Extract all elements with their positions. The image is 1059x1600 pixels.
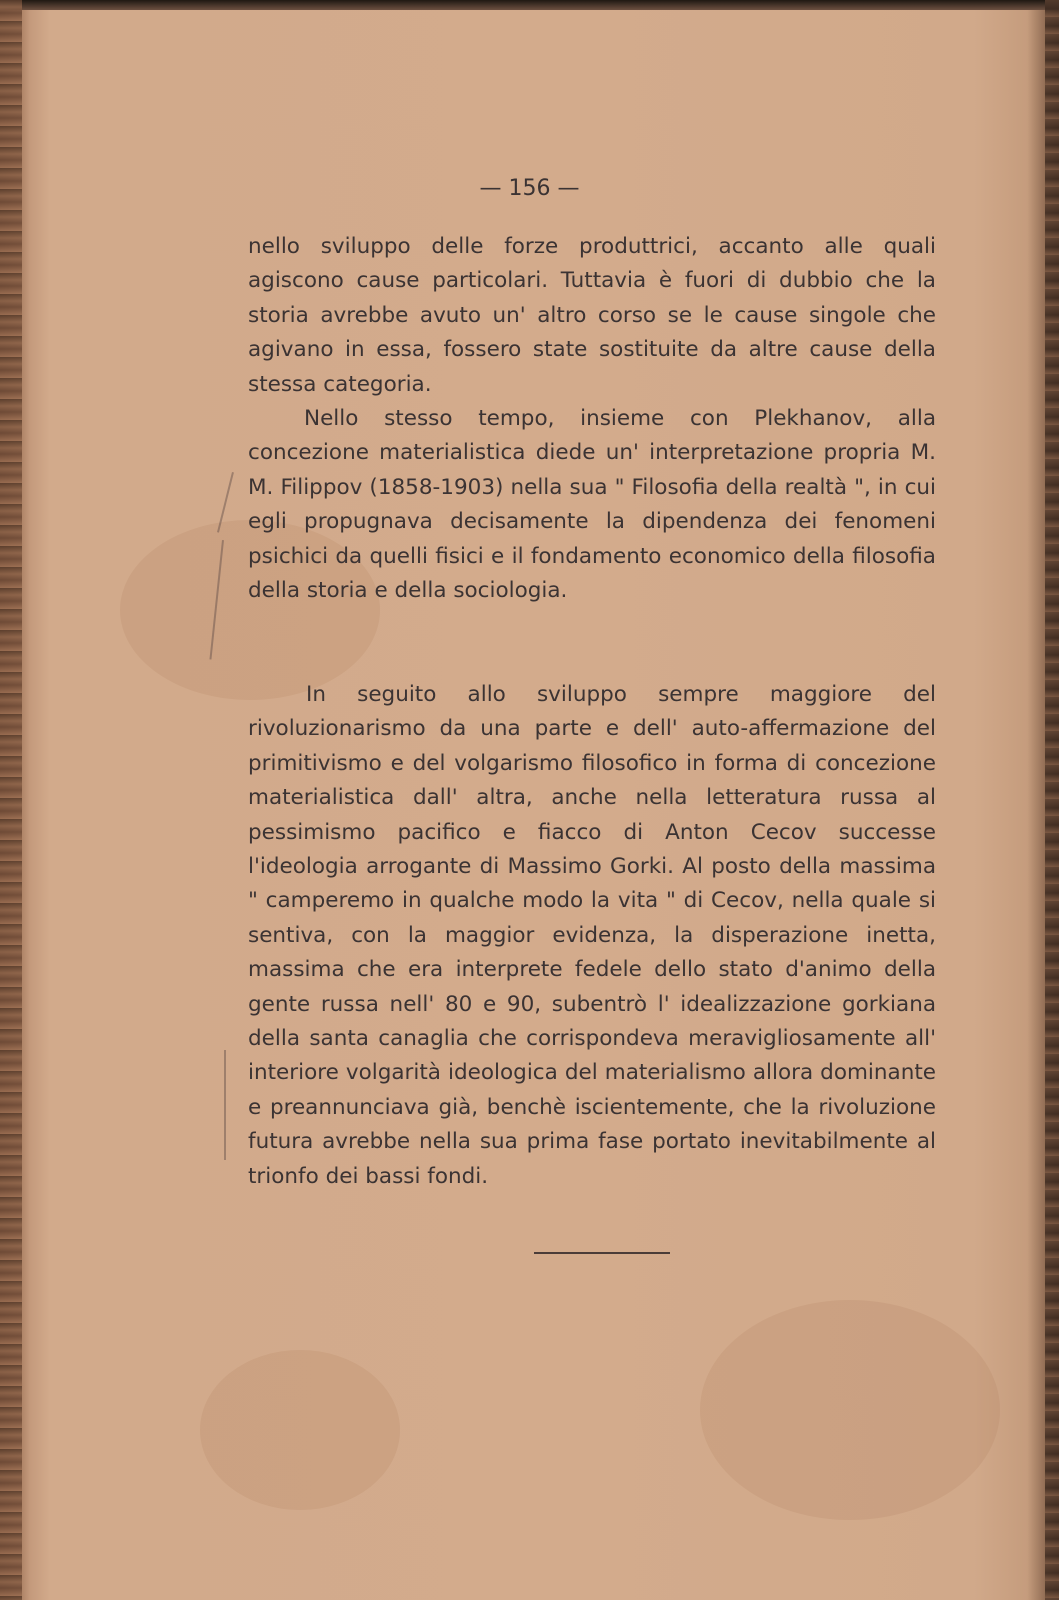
paragraph: Nello stesso tempo, insieme con Plekhanov, alla concezione materialistica diede un' interpretazione propria M. M. Filippov (1858-1903) nella sua " Filosofia della realtà ", in cui egli propugnava decisamente la dipendenza dei fenomeni psichici da quelli fisici e il fondamento economico della filosofia della storia e della sociologia.	[248, 406, 936, 604]
page-right-edge	[1045, 0, 1059, 1600]
paper-stain	[200, 1350, 400, 1510]
paragraph: In seguito allo sviluppo sempre maggiore del rivoluzionarismo da una parte e dell' auto-affermazione del primitivismo e del volgarismo filosofico in forma di concezione materialistica dall' altra, anche nella letteratura russa al pessimismo pacifico e fiacco di Anton Cecov successe l'ideologia arrogante di Massimo Gorki. Al posto della massima " camperemo in qualche modo la vita " di Cecov, nella quale si sentiva, con la maggior evidenza, la disperazione inetta, massima che era interprete fedele dello stato d'animo della gente russa nell' 80 e 90, subentrò l' idealizzazione gorkiana della santa canaglia che corrispondeva meravigliosamente all' interiore volgarità ideologica del materialismo allora dominante e preannunciava già, benchè iscientemente, che la rivoluzione futura avrebbe nella sua prima fase portato inevitabilmente al trionfo dei bassi fondi.	[248, 682, 936, 1189]
paragraph: nello sviluppo delle forze produttrici, accanto alle quali agiscono cause particolari. Tuttavia è fuori di dubbio che la storia avrebbe avuto un' altro corso se le cause singole che agivano in essa, fossero state sostituite da altre cause della stessa categoria.	[248, 234, 936, 397]
paper-stain	[700, 1300, 1000, 1520]
text-section-1	[248, 230, 936, 608]
page-number: — 156 —	[479, 176, 580, 201]
top-edge	[0, 0, 1059, 10]
pencil-mark	[224, 1050, 226, 1160]
book-spine	[0, 0, 22, 1600]
end-rule	[534, 1252, 670, 1254]
text-section-2	[248, 678, 936, 1194]
